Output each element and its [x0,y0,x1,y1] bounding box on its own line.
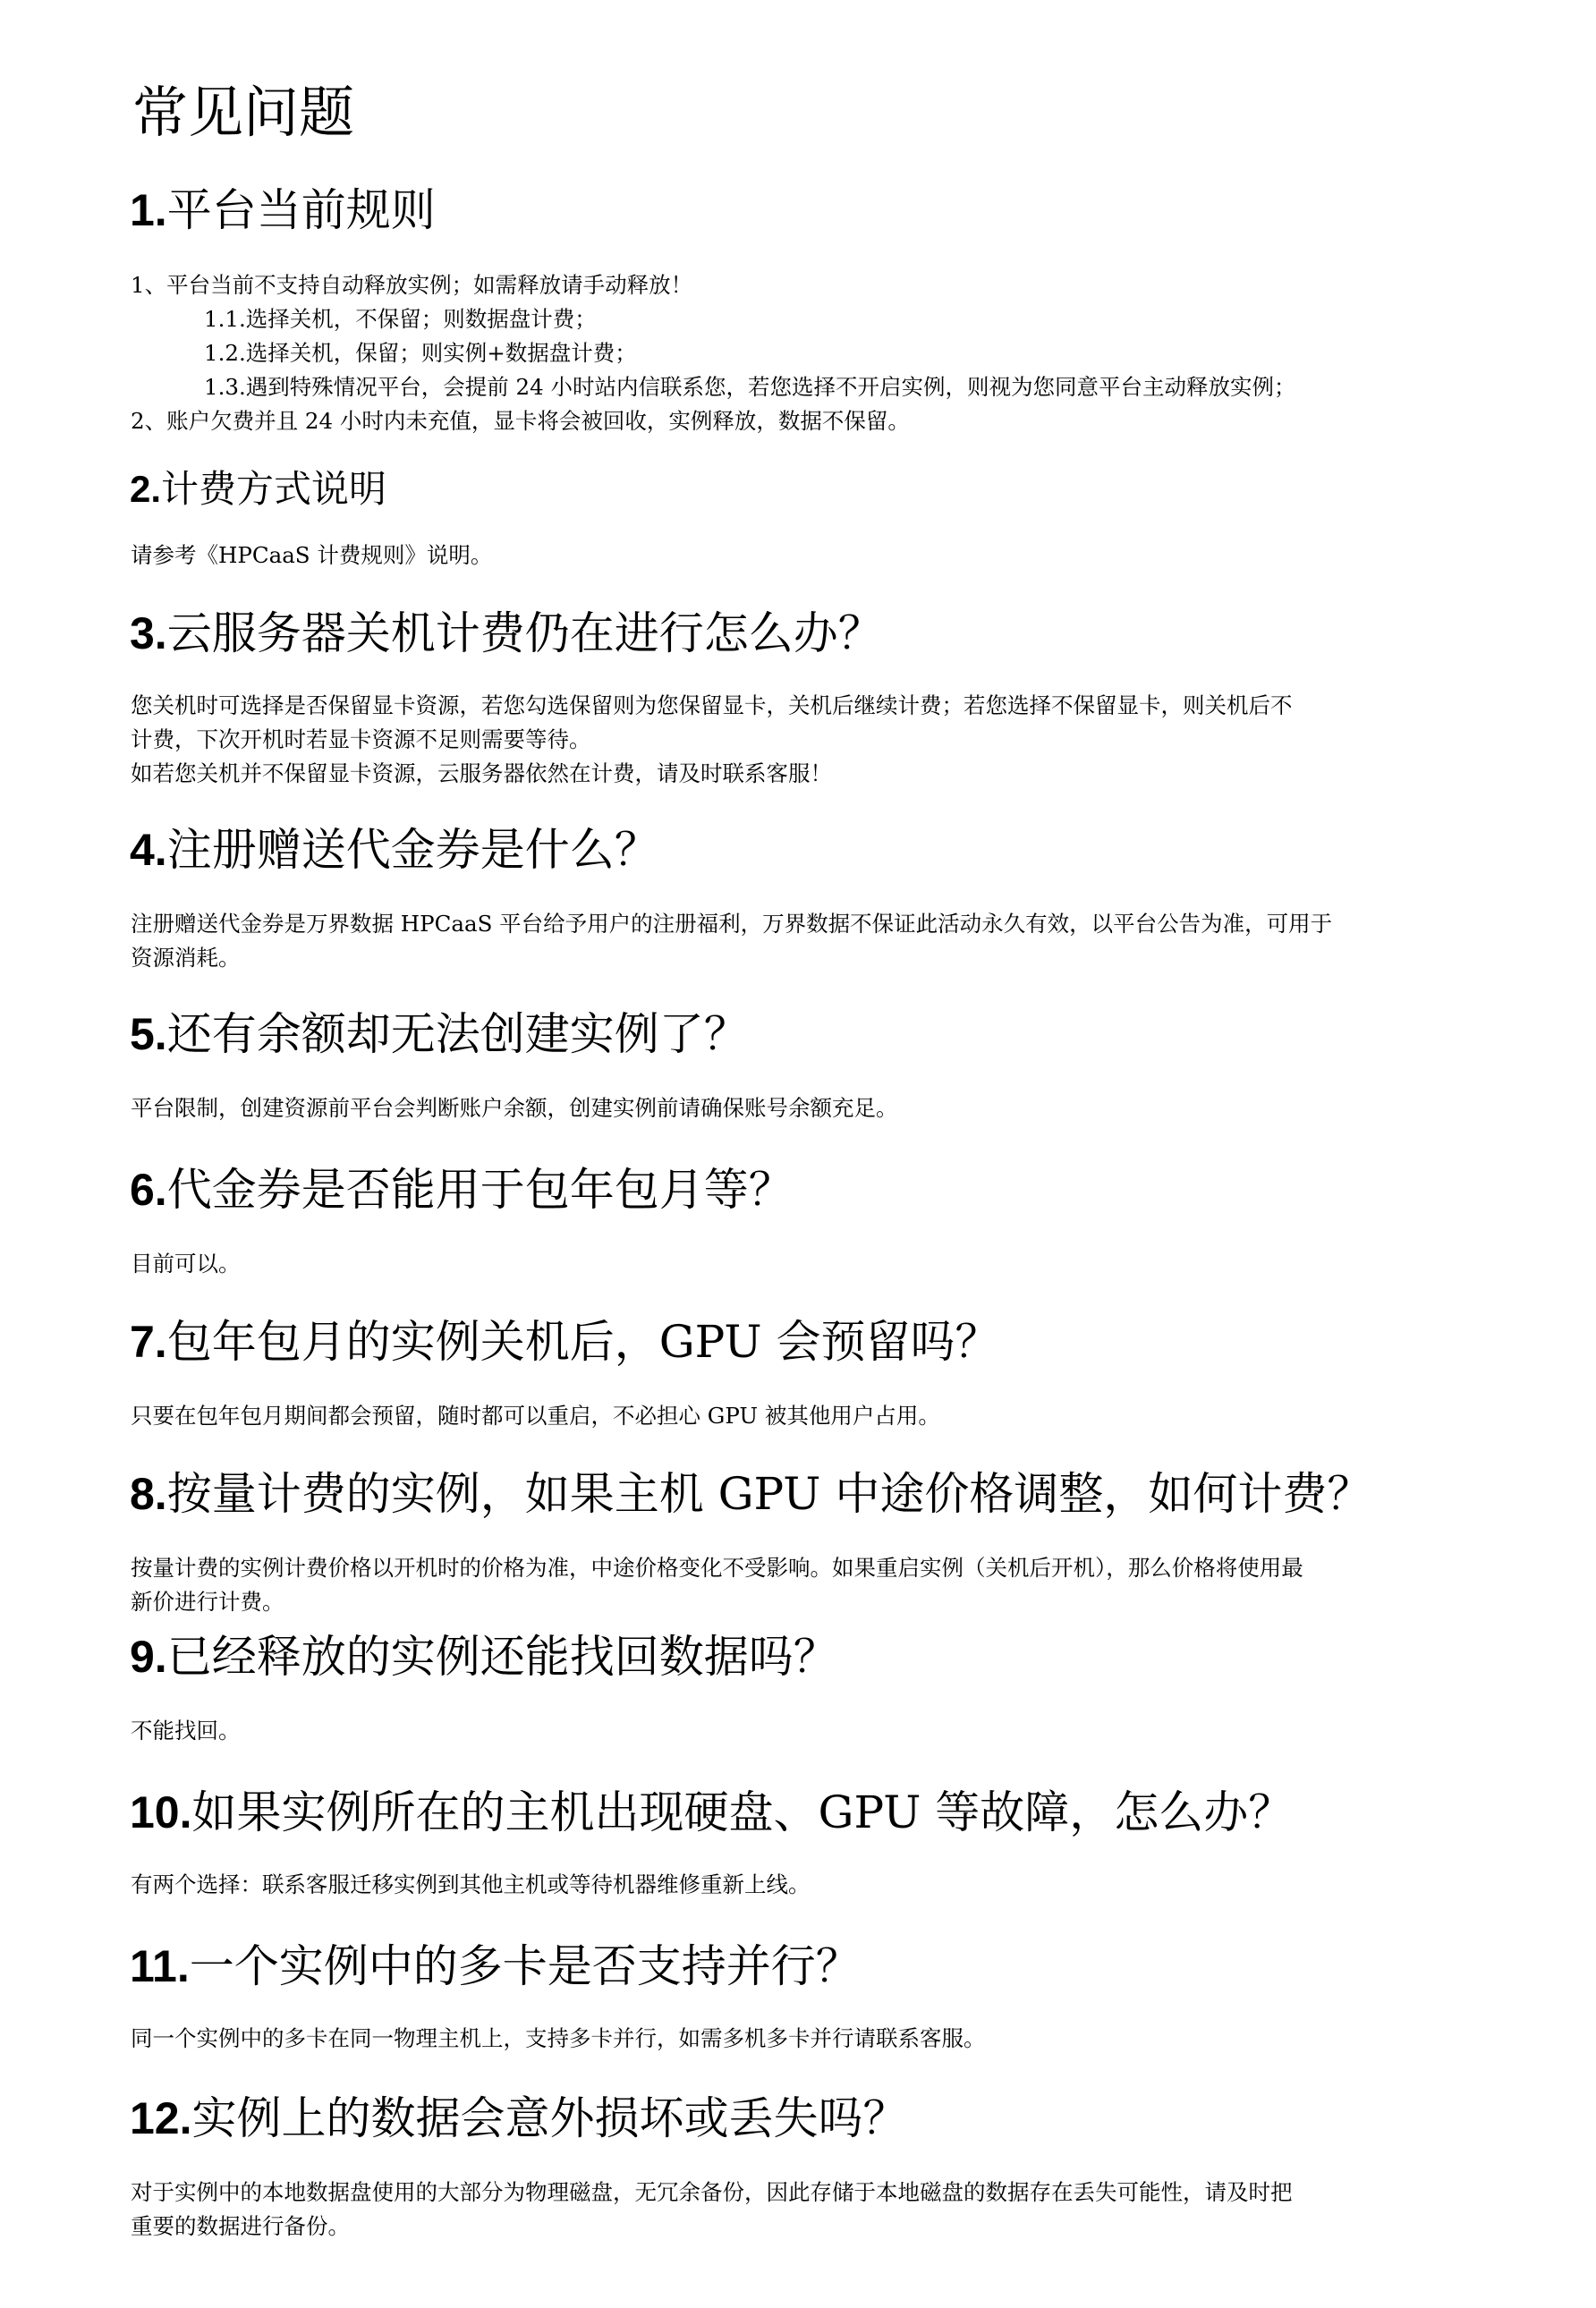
section-title: 平台当前规则 [166,184,436,236]
section-2-heading [130,467,386,512]
body-line: 1.1.选择关机，不保留；则数据盘计费； [204,306,597,332]
section-11-heading [130,1939,861,1993]
section-7-body [131,1399,1481,1433]
section-title: 代金券是否能用于包年包月等？ [166,1164,794,1216]
section-3-body [131,689,1481,791]
section-number: 5. [130,1009,167,1059]
section-title: 如果实例所在的主机出现硬盘、GPU 等故障，怎么办？ [191,1786,1294,1838]
body-line: 您关机时可选择是否保留显卡资源，若您勾选保留则为您保留显卡，关机后继续计费；若您选择不保留显卡，则关机后不 [131,692,1293,718]
section-11-body [131,2022,1481,2056]
section-number: 3. [130,608,167,658]
body-line: 注册赠送代金券是万界数据 HPCaaS 平台给予用户的注册福利，万界数据不保证此活动永久有效，以平台公告为准，可用于 [131,911,1333,937]
section-title: 云服务器关机计费仍在进行怎么办？ [166,607,883,659]
body-line: 2、账户欠费并且 24 小时内未充值，显卡将会被回收，实例释放，数据不保留。 [131,408,910,434]
body-line: 同一个实例中的多卡在同一物理主机上，支持多卡并行，如需多机多卡并行请联系客服。 [131,2025,986,2051]
section-number: 1. [130,185,167,235]
section-2-body [131,539,1481,573]
section-3-heading [130,607,883,660]
section-8-heading [130,1467,1371,1521]
section-title: 计费方式说明 [161,467,387,511]
section-title: 还有余额却无法创建实例了？ [166,1008,749,1060]
section-4-body [131,907,1481,975]
section-10-heading [130,1786,1293,1839]
section-number: 11. [130,1941,190,1991]
section-9-heading [130,1630,838,1684]
body-line: 1.3.遇到特殊情况平台，会提前 24 小时站内信联系您，若您选择不开启实例，则视为您同意平台主动释放实例； [204,374,1296,400]
section-number: 6. [130,1165,167,1215]
body-line: 有两个选择：联系客服迁移实例到其他主机或等待机器维修重新上线。 [131,1871,811,1897]
body-line: 1.2.选择关机，保留；则实例+数据盘计费； [204,340,637,366]
body-line: 请参考《HPCaaS 计费规则》说明。 [131,542,493,568]
body-line: 不能找回。 [131,1718,241,1744]
section-number: 4. [130,825,167,875]
section-7-heading [130,1315,999,1369]
section-number: 12. [130,2093,192,2143]
body-line: 计费，下次开机时若显卡资源不足则需要等待。 [131,726,591,752]
body-line: 目前可以。 [131,1251,241,1277]
section-number: 7. [130,1317,167,1367]
body-line: 平台限制，创建资源前平台会判断账户余额，创建实例前请确保账号余额充足。 [131,1095,898,1121]
section-12-body [131,2176,1481,2244]
section-title: 一个实例中的多卡是否支持并行？ [189,1940,861,1992]
body-line: 重要的数据进行备份。 [131,2213,350,2239]
section-number: 10. [130,1787,192,1837]
section-4-heading [130,823,659,877]
section-5-body [131,1091,1481,1125]
section-title: 注册赠送代金券是什么？ [166,824,659,876]
body-line: 只要在包年包月期间都会预留，随时都可以重启，不必担心 GPU 被其他用户占用。 [131,1403,940,1429]
body-line: 新价进行计费。 [131,1589,284,1615]
section-9-body [131,1714,1481,1748]
section-1-heading [130,183,436,237]
body-line: 如若您关机并不保留显卡资源，云服务器依然在计费，请及时联系客服！ [131,760,832,786]
body-line: 资源消耗。 [131,945,241,971]
section-title: 实例上的数据会意外损坏或丢失吗？ [191,2092,908,2144]
section-6-heading [130,1163,794,1217]
section-12-heading [130,2092,908,2145]
body-line: 1、平台当前不支持自动释放实例；如需释放请手动释放！ [131,272,693,298]
section-number: 2. [130,468,162,510]
page-title: 常见问题 [132,80,355,145]
section-10-body [131,1868,1481,1902]
section-title: 包年包月的实例关机后，GPU 会预留吗？ [166,1316,1000,1368]
body-line: 对于实例中的本地数据盘使用的大部分为物理磁盘，无冗余备份，因此存储于本地磁盘的数据存在丢失可能性，请及时把 [131,2179,1293,2205]
section-number: 9. [130,1632,167,1682]
section-6-body [131,1247,1481,1281]
section-8-body [131,1551,1481,1619]
section-title: 按量计费的实例，如果主机 GPU 中途价格调整，如何计费？ [166,1468,1372,1520]
body-line: 按量计费的实例计费价格以开机时的价格为准，中途价格变化不受影响。如果重启实例（关机后开机），那么价格将使用最 [131,1555,1303,1581]
section-5-heading [130,1007,749,1061]
section-title: 已经释放的实例还能找回数据吗？ [166,1631,838,1683]
section-1-body [131,268,1481,438]
section-number: 8. [130,1469,167,1519]
